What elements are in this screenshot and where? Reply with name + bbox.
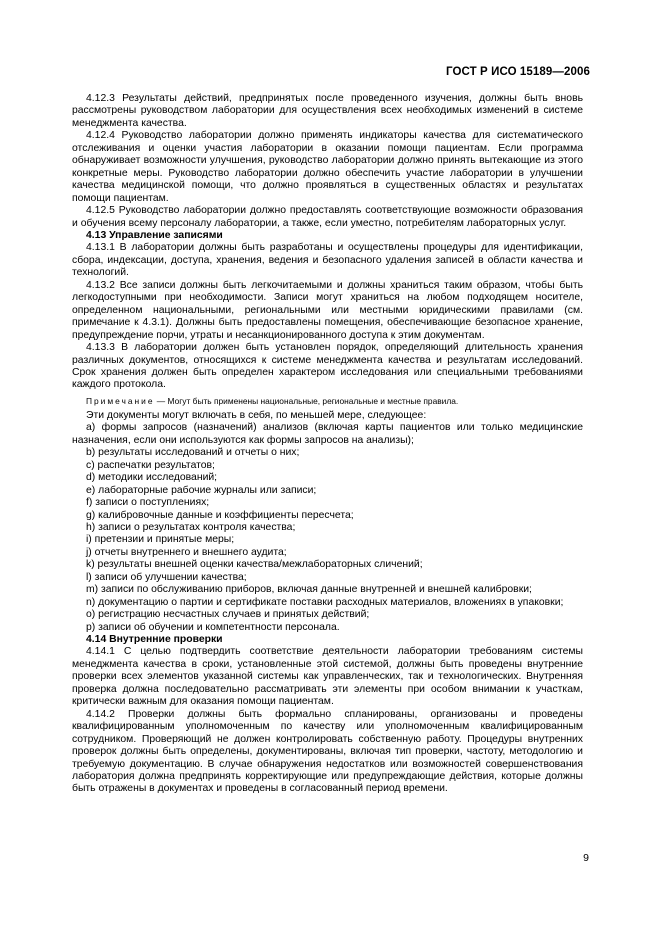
list-item: b) результаты исследований и отчеты о них; [86, 447, 300, 459]
list-item: c) распечатки результатов; [86, 459, 215, 471]
paragraph-4-13-2: 4.13.2 Все записи должны быть легкочитаемыми и должны храниться таким образом, чтобы быть легкодоступными при необходимости. Записи могут храниться на любом подходящем носителе, определенном национальными, региональными или местными юридическими правилами (см. примечание к 4.3.1). Должны быть предоставлены помещения, обеспечивающие безопасное хранение, предупреждение порчи, утраты и несанкционированного доступа к этим документам. [72, 279, 583, 341]
list-item: l) записи об улучшении качества; [86, 571, 247, 583]
section-heading-4-13: 4.13 Управление записями [86, 229, 223, 241]
section-heading-4-14: 4.14 Внутренние проверки [86, 634, 223, 646]
list-item: p) записи об обучении и компетентности персонала. [86, 621, 340, 633]
note [72, 396, 583, 407]
paragraph-4-13-3: 4.13.3 В лаборатории должен быть установлен порядок, определяющий длительность хранения различных документов, относящихся к системе менеджмента качества и результатам исследований. Срок хранения должен быть определен характером исследования или специальными требованиями каждого протокола. [72, 342, 583, 391]
list-item: h) записи о результатах контроля качества; [86, 521, 296, 533]
list-item: g) калибровочные данные и коэффициенты пересчета; [86, 509, 354, 521]
paragraph-4-14-2: 4.14.2 Проверки должны быть формально спланированы, организованы и проведены квалифицированным уполномоченным по качеству или уполномоченным квалифицированным сотрудником. Проверяющий не должен контролировать собственную работу. Процедуры внутренних проверок должны быть определены, документированы, включая тип проверки, частоту, методологию и требуемую документацию. В случае обнаружения недостатков или возможностей совершенствования лаборатория должна предпринять корректирующие или предупреждающие действия, которые должны быть отражены в документах и проведены в согласованный период времени. [72, 708, 583, 795]
list-item: j) отчеты внутреннего и внешнего аудита; [86, 546, 287, 558]
paragraph-4-14-1: 4.14.1 С целью подтвердить соответствие деятельности лаборатории требованиям системы менеджмента качества в сроки, установленные этой системой, должны быть проведены внутренние проверки всех элементов указанной системы как управленческих, так и технологических. Внутренняя проверка должна последовательно рассматривать эти элементы при особом внимании к участкам, критически важным для оказания помощи пациентам. [72, 646, 583, 708]
list-item: m) записи по обслуживанию приборов, включая данные внутренней и внешней калибровки; [86, 584, 532, 596]
document-body [72, 93, 583, 796]
list-item: o) регистрацию несчастных случаев и принятых действий; [86, 609, 370, 621]
list-item: e) лабораторные рабочие журналы или записи; [86, 484, 317, 496]
list-item: a) формы запросов (назначений) анализов (включая карты пациентов или только медицинские назначения, если они используются как формы запросов на анализы); [72, 422, 583, 446]
page-number: 9 [583, 852, 589, 864]
list-item: i) претензии и принятые меры; [86, 534, 235, 546]
paragraph-4-13-1: 4.13.1 В лаборатории должны быть разработаны и осуществлены процедуры для идентификации, сбора, индексации, доступа, хранения, ведения и безопасного удаления записей в области качества и технологий. [72, 242, 583, 279]
paragraph-4-12-3: 4.12.3 Результаты действий, предпринятых после проведенного изучения, должны быть вновь рассмотрены руководством лаборатории для осуществления всех необходимых изменений в системе менеджмента качества. [72, 93, 583, 129]
list-item: d) методики исследований; [86, 472, 218, 484]
list-item: n) документацию о партии и сертификате поставки расходных материалов, вложениях в упаковки; [86, 596, 564, 608]
list-item: f) записи о поступлениях; [86, 497, 210, 509]
note-label: Примечание [86, 395, 155, 406]
list-intro: Эти документы могут включать в себя, по меньшей мере, следующее: [86, 409, 427, 421]
paragraph-4-12-5: 4.12.5 Руководство лаборатории должно предоставлять соответствующие возможности образования и обучения всему персоналу лаборатории, а также, если уместно, потребителям лабораторных услуг. [72, 205, 583, 229]
paragraph-4-12-4: 4.12.4 Руководство лаборатории должно применять индикаторы качества для систематического отслеживания и оценки участия лаборатории в оказании помощи пациентам. Если программа обнаруживает возможности улучшения, руководство лаборатории должно принять вытекающие из этого конкретные меры. Руководство лаборатории должно обеспечить участие лаборатории в улучшении качества медицинской помощи, что должно проявляться в существенных областях и результатах помощи пациентам. [72, 130, 583, 204]
document-header: ГОСТ Р ИСО 15189—2006 [445, 66, 590, 78]
list-item: k) результаты внешней оценки качества/межлабораторных сличений; [86, 559, 423, 571]
note-text: — Могут быть применены национальные, региональные и местные правила. [154, 395, 459, 406]
